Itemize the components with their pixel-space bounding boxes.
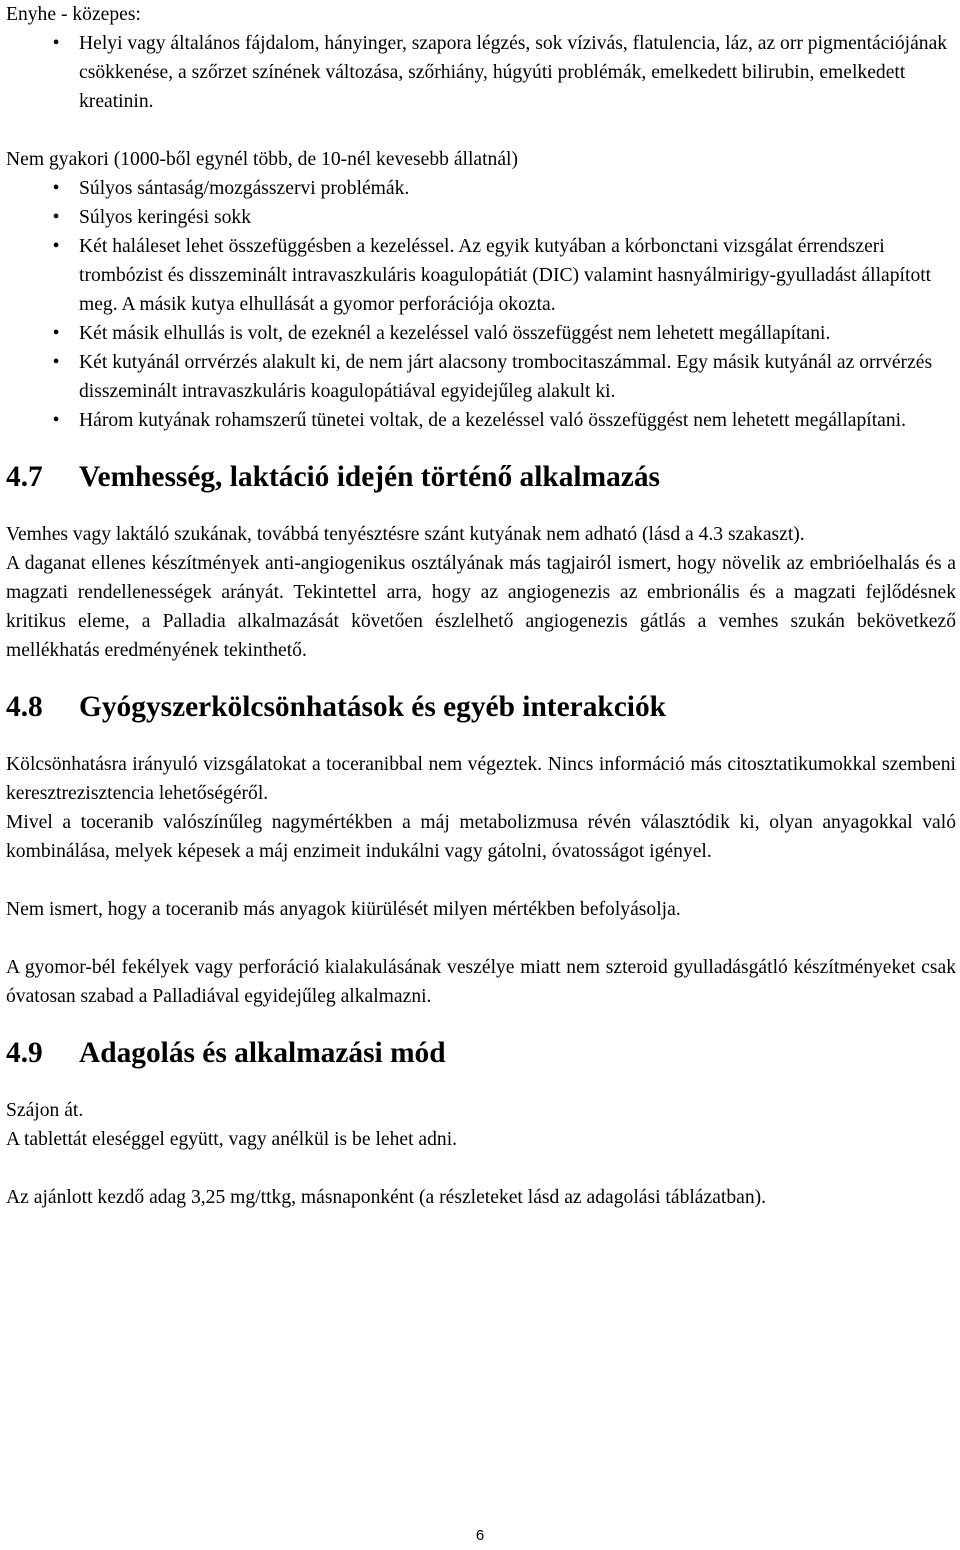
paragraph: Mivel a toceranib valószínűleg nagymértékben a máj metabolizmusa révén választódik ki, olyan anyagokkal való kombinálása, melyek képesek a máj enzimeit indukálni vagy gátolni, óvatosságot igényel. <box>6 812 956 862</box>
list-item-text: Súlyos sántaság/mozgásszervi problémák. <box>79 178 410 199</box>
paragraph: A tablettát eleséggel együtt, vagy anélkül is be lehet adni. <box>6 1129 458 1150</box>
list-item-text: Két haláleset lehet összefüggésben a kezeléssel. Az egyik kutyában a kórbonctani vizsgálat érrendszeri trombózist és disszeminált intravaszkuláris koagulopátiát (DIC) valamint hasnyálmirigy-gyulladást állapított meg. A másik kutya elhullását a gyomor perforációja okozta. <box>79 236 932 315</box>
section-title: Adagolás és alkalmazási mód <box>79 1037 446 1069</box>
bullet-icon: • <box>52 410 60 431</box>
common-reactions-heading: Enyhe - közepes: <box>6 4 141 25</box>
uncommon-reactions-list <box>6 174 956 435</box>
list-item <box>6 174 956 203</box>
list-item <box>6 406 956 435</box>
paragraph: Szájon át. <box>6 1100 84 1121</box>
section-heading-4-9 <box>6 1039 956 1068</box>
list-item <box>6 232 956 319</box>
bullet-icon: • <box>52 207 60 228</box>
section-heading-4-8 <box>6 693 956 722</box>
list-item-text: Súlyos keringési sokk <box>79 207 251 228</box>
bullet-icon: • <box>52 352 60 373</box>
list-item-text: Három kutyának rohamszerű tünetei voltak, de a kezeléssel való összefüggést nem lehetett megállapítani. <box>79 410 906 431</box>
document-page <box>6 0 956 1212</box>
section-number: 4.7 <box>6 461 43 493</box>
list-item-text: Két kutyánál orrvérzés alakult ki, de nem járt alacsony trombocitaszámmal. Egy másik kutyánál az orrvérzés disszeminált intravaszkuláris koagulopátiával egyidejűleg alakult ki. <box>79 352 933 402</box>
section-title: Gyógyszerkölcsönhatások és egyéb interakciók <box>79 691 666 723</box>
paragraph: Az ajánlott kezdő adag 3,25 mg/ttkg, másnaponként (a részleteket lásd az adagolási táblázatban). <box>6 1187 767 1208</box>
paragraph: Nem ismert, hogy a toceranib más anyagok kiürülését milyen mértékben befolyásolja. <box>6 899 681 920</box>
paragraph: Vemhes vagy laktáló szukának, továbbá tenyésztésre szánt kutyának nem adható (lásd a 4.3 szakaszt). <box>6 524 805 545</box>
list-item <box>6 348 956 406</box>
common-reactions-list <box>6 29 956 116</box>
list-item-text: Két másik elhullás is volt, de ezeknél a kezeléssel való összefüggést nem lehetett megállapítani. <box>79 323 831 344</box>
list-item <box>6 29 956 116</box>
paragraph: A gyomor-bél fekélyek vagy perforáció kialakulásának veszélye miatt nem szteroid gyulladásgátló készítményeket csak óvatosan szabad a Palladiával egyidejűleg alkalmazni. <box>6 957 956 1007</box>
paragraph: Kölcsönhatásra irányuló vizsgálatokat a toceranibbal nem végeztek. Nincs információ más citosztatikumokkal szembeni keresztrezisztencia lehetőségéről. <box>6 754 956 804</box>
section-number: 4.8 <box>6 691 43 723</box>
bullet-icon: • <box>52 178 60 199</box>
bullet-icon: • <box>52 33 60 54</box>
section-number: 4.9 <box>6 1037 43 1069</box>
paragraph: A daganat ellenes készítmények anti-angiogenikus osztályának más tagjairól ismert, hogy növelik az embrióelhalás és a magzati rendellenességek arányát. Tekintettel arra, hogy az angiogenezis az embrionális és a magzati fejlődésnek kritikus eleme, a Palladia alkalmazását követően észlelhető angiogenezis gátlás a vemhes szukán bekövetkező mellékhatás eredményének tekinthető. <box>6 553 956 661</box>
bullet-icon: • <box>52 323 60 344</box>
uncommon-reactions-heading: Nem gyakori (1000-ből egynél több, de 10-nél kevesebb állatnál) <box>6 149 519 170</box>
bullet-icon: • <box>52 236 60 257</box>
page-number: 6 <box>475 1527 485 1544</box>
section-title: Vemhesség, laktáció idején történő alkalmazás <box>79 461 660 493</box>
section-heading-4-7 <box>6 463 956 492</box>
list-item <box>6 319 956 348</box>
list-item <box>6 203 956 232</box>
list-item-text: Helyi vagy általános fájdalom, hányinger, szapora légzés, sok vízivás, flatulencia, láz, az orr pigmentációjának csökkenése, a szőrzet színének változása, szőrhiány, húgyúti problémák, emelkedett bilirubin, emelkedett kreatinin. <box>79 33 948 112</box>
